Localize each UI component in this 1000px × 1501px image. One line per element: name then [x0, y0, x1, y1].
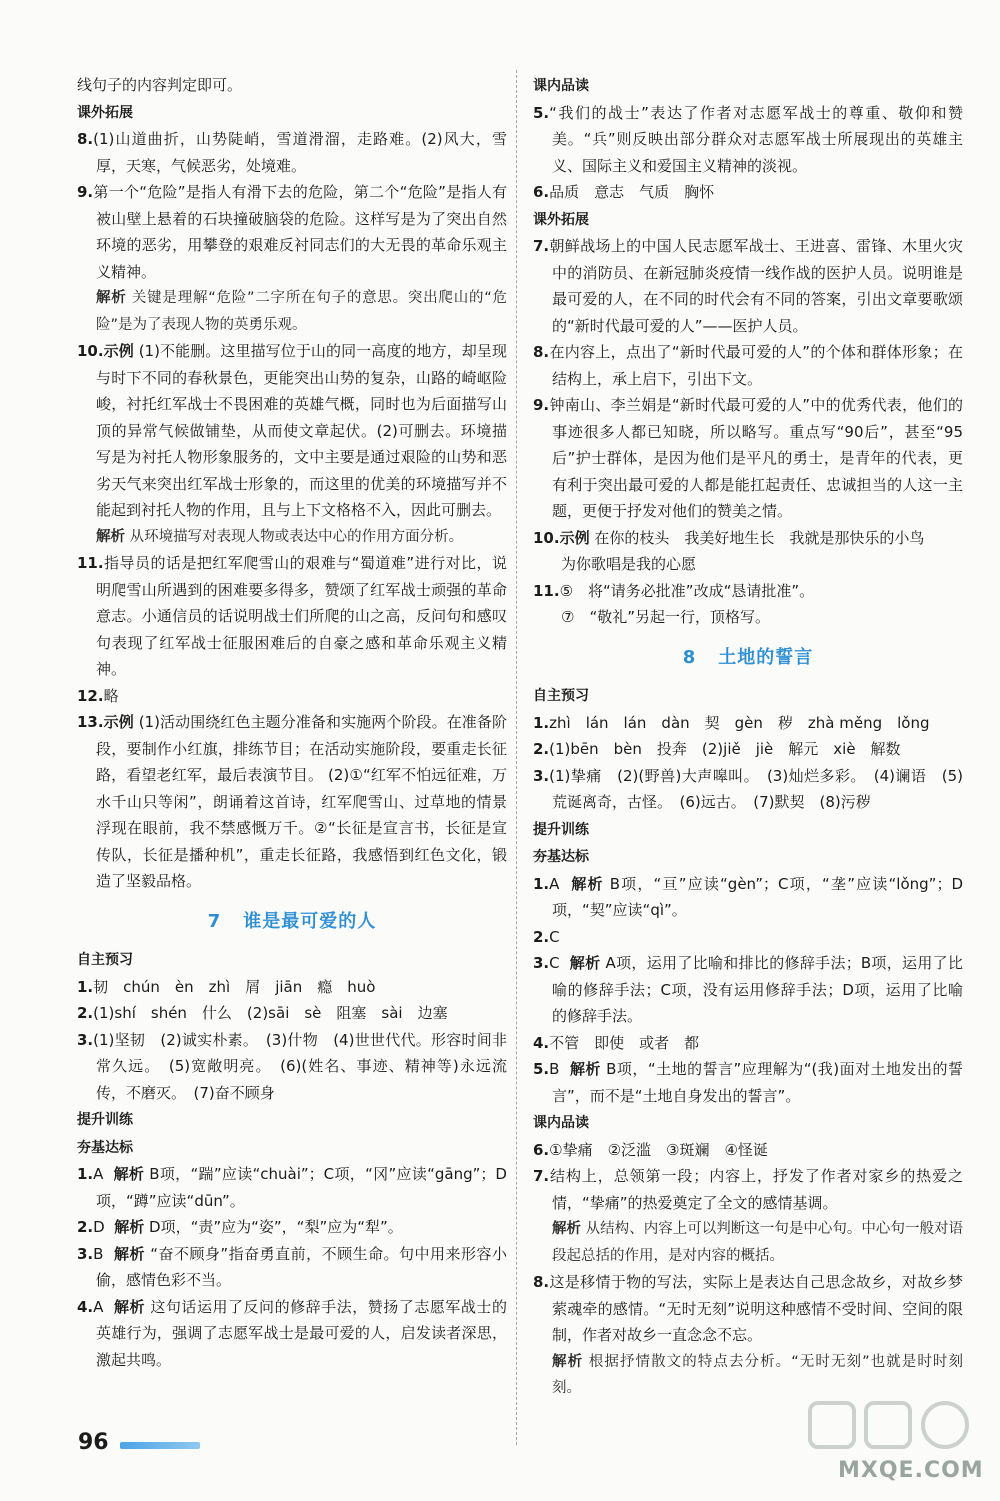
example-label: 示例 [559, 528, 590, 547]
item-text: (1)坚韧 (2)诚实朴素。 (3)什物 (4)世世代代。形容时间非常久远。 (5)宽敞明亮。 (6)(姓名、事迹、精神等)永远流传，不磨灭。 (7)奋不顾身 [93, 1030, 507, 1102]
section-heading: 课内品读 [533, 1115, 589, 1131]
analysis-label: 解析 [113, 1244, 145, 1263]
item-number: 5. [533, 103, 550, 122]
analysis-text: 从结构、内容上可以判断这一句是中心句。中心句一般对语段起总括的作用，是对内容的概括。 [552, 1221, 964, 1264]
item-text: ⑤ 将“请务必批准”改成“恳请批准”。 [559, 581, 815, 600]
item-number: 1. [77, 1165, 94, 1183]
analysis-label: 解析 [113, 1165, 145, 1183]
item-text: B项，“土地的誓言”应理解为“(我)面对土地发出的誓言”，而不是“土地自身发出的誓言”。 [552, 1060, 963, 1105]
section-heading: 课外拓展 [77, 104, 133, 121]
answer-item-13 [77, 709, 507, 895]
item-number: 8. [77, 130, 94, 148]
item-text: 钟南山、李兰娟是“新时代最可爱的人”中的优秀代表，他们的事迹很多人都已知晓，所以略写。重点写“90后”，甚至“95后”护士群体，是因为他们是平凡的勇士，是青年的代表，更有利于突出最可爱的人都是能扛起责任、忠诚担当的人这一主题，更便于抒发对他们的赞美之情。 [549, 396, 963, 520]
item-answer: B [549, 1060, 560, 1078]
analysis-label: 解析 [552, 1353, 584, 1370]
item-text: 这句话运用了反问的修辞手法，赞扬了志愿军战士的英雄行为，强调了志愿军战士是最可爱的人，启发读者深思，激起共鸣。 [96, 1297, 507, 1369]
drill-item-1 [77, 1161, 507, 1214]
item-text: 在你的枝头 我美好地生长 我就是那快乐的小鸟 [594, 528, 925, 547]
item-text: D项，“责”应为“姿”，“梨”应为“犁”。 [149, 1218, 403, 1236]
reading-item-8 [533, 1269, 963, 1349]
continued-line: 线句子的内容判定即可。 [77, 76, 243, 94]
section-heading: 提升训练 [77, 1112, 133, 1128]
item-number: 3. [77, 1244, 94, 1263]
preview-item-2 [77, 1000, 507, 1027]
analysis-note [533, 1349, 963, 1402]
preview-item-1 [533, 710, 963, 737]
item-number: 9. [77, 183, 94, 201]
item-number: 3. [533, 954, 550, 972]
answer-item-11-line2: ⑦ “敬礼”另起一行，顶格写。 [561, 608, 770, 626]
analysis-label: 解析 [569, 954, 601, 972]
drill-item-1 [533, 871, 963, 924]
page-number: 96 [78, 1430, 109, 1455]
item-number: 10. [77, 342, 104, 360]
item-answer: A [93, 1297, 104, 1316]
item-text: zhì lán lán dàn 契 gèn 秽 zhà měng lǒng [549, 713, 930, 732]
answer-item-9 [77, 179, 507, 285]
item-answer: B [93, 1244, 104, 1263]
item-number: 10. [533, 528, 560, 547]
item-number: 9. [533, 396, 550, 414]
analysis-label: 解析 [96, 290, 127, 306]
item-number: 12. [77, 686, 104, 705]
item-text: (1)活动围绕红色主题分准备和实施两个阶段。在准备阶段，要制作小红旗，排练节目；在活动实施阶段，要重走长征路，看望老红军，最后表演节目。 (2)①“红军不怕远征难，万水千山只等闲”，朗诵着这首诗，红军爬雪山、过草地的情景浮现在眼前，我不禁感慨万千。②“长征是宣言书，长征是宣传队，长征是播种机”，重走长征路，我感悟到红色文化，锻造了坚毅品格。 [96, 713, 507, 890]
preview-item-2 [533, 736, 963, 763]
item-text: 朝鲜战场上的中国人民志愿军战士、王进喜、雷锋、木里火灾中的消防员、在新冠肺炎疫情一线作战的医护人员。说明谁是最可爱的人，在不同的时代会有不同的答案，引出文章要歌颂的“新时代最可爱的人”——医护人员。 [549, 237, 963, 335]
item-number: 3. [533, 766, 550, 785]
reading-item-7 [533, 1163, 963, 1216]
analysis-note [77, 285, 507, 338]
column-divider [516, 70, 517, 1445]
item-text: (1)shí shén 什么 (2)sāi sè 阻塞 sài 边塞 [93, 1004, 448, 1022]
right-column [533, 72, 963, 1402]
analysis-text: 从环境描写对表现人物或表达中心的作用方面分析。 [129, 528, 464, 545]
analysis-label: 解析 [569, 1060, 601, 1078]
answer-item-9 [533, 392, 963, 525]
subsection-heading: 夯基达标 [77, 1139, 133, 1156]
answer-item-10 [533, 525, 963, 552]
lesson-title-8 [533, 645, 963, 672]
drill-item-4 [533, 1030, 963, 1057]
example-label: 示例 [103, 713, 134, 731]
drill-item-5 [533, 1056, 963, 1109]
left-column [77, 72, 507, 1373]
drill-item-3 [77, 1241, 507, 1294]
item-number: 7. [533, 237, 550, 255]
item-text: (1)山道曲折，山势陡峭，雪道滑溜，走路难。(2)风大，雪厚，天寒，气候恶劣，处境难。 [93, 130, 507, 175]
section-heading: 自主预习 [77, 952, 133, 968]
item-text: (1)挚痛 (2)(野兽)大声嗥叫。 (3)灿烂多彩。 (4)谰语 (5)荒诞离奇，古怪。 (6)远古。 (7)默契 (8)污秽 [549, 766, 963, 811]
analysis-text: 关键是理解“危险”二字所在句子的意思。突出爬山的“危险”是为了表现人物的英勇乐观。 [96, 290, 507, 333]
drill-item-4 [77, 1294, 507, 1374]
item-text: ①挚痛 ②泛滥 ③斑斓 ④怪诞 [549, 1140, 768, 1159]
item-text: 略 [103, 686, 119, 705]
item-number: 4. [533, 1033, 550, 1052]
item-number: 3. [77, 1030, 94, 1049]
item-text: 韧 chún èn zhì 屑 jiān 瘾 huò [93, 977, 376, 996]
analysis-note [77, 524, 507, 551]
item-number: 2. [77, 1004, 94, 1022]
item-number: 6. [533, 183, 550, 201]
item-number: 2. [533, 740, 550, 758]
preview-item-3 [77, 1027, 507, 1107]
lesson-number: 8 [682, 646, 697, 668]
item-number: 1. [533, 713, 550, 732]
answer-item-6 [533, 179, 963, 206]
preview-item-3 [533, 763, 963, 816]
item-text: 指导员的话是把红军爬雪山的艰难与“蜀道难”进行对比，说明爬雪山所遇到的困难要多得多，赞颂了红军战士顽强的革命意志。小通信员的话说明战士们所爬的山之高，反问句和感叹句表现了红军战士征服困难后的自豪之感和革命乐观主义精神。 [96, 554, 507, 678]
item-text: 不管 即使 或者 都 [549, 1033, 700, 1052]
item-text: 品质 意志 气质 胸怀 [549, 183, 715, 201]
drill-item-2 [77, 1214, 507, 1241]
item-number: 4. [77, 1297, 94, 1316]
answer-item-8 [533, 339, 963, 392]
watermark-text: MXQE.COM [838, 1458, 984, 1483]
item-number: 1. [533, 874, 550, 893]
item-number: 8. [533, 343, 550, 361]
lesson-name: 土地的誓言 [718, 646, 814, 668]
item-text: 这是移情于物的写法，实际上是表达自己思念故乡，对故乡梦萦魂牵的感情。“无时无刻”说明这种感情不受时间、空间的限制，作者对故乡一直念念不忘。 [549, 1273, 963, 1344]
lesson-title-7 [77, 909, 507, 936]
item-answer: D [93, 1218, 105, 1236]
item-text: (1)不能删。这里描写位于山的同一高度的地方，却呈现与时下不同的春秋景色，更能突出山势的复杂，山路的崎岖险峻，衬托红军战士不畏困难的英雄气概，同时也为后面描写山顶的异常气候做铺垫，从而使文章起伏。(2)可删去。环境描写是为衬托人物形象服务的，文中主要是通过艰险的山势和恶劣天气来突出红军战士形象的，而这里的优美的环境描写并不能起到衬托人物的作用，且与上下文格格不入，因此可删去。 [96, 342, 507, 519]
section-heading: 课外拓展 [533, 211, 589, 228]
item-text: (1)bēn bèn 投奔 (2)jiě jiè 解元 xiè 解数 [549, 740, 901, 758]
item-number: 2. [77, 1218, 94, 1236]
answer-item-10 [77, 338, 507, 524]
item-number: 11. [77, 554, 104, 572]
answer-item-12 [77, 683, 507, 710]
section-heading: 课内品读 [533, 78, 589, 94]
drill-item-2 [533, 924, 963, 951]
answer-item-8 [77, 126, 507, 179]
item-answer: C [549, 954, 560, 972]
item-number: 5. [533, 1060, 550, 1078]
reading-item-6 [533, 1137, 963, 1164]
answer-item-7 [533, 233, 963, 339]
item-number: 7. [533, 1167, 550, 1185]
answer-item-10-line2: 为你歌唱是我的心愿 [561, 555, 697, 573]
item-text: 在内容上，点出了“新时代最可爱的人”的个体和群体形象；在结构上，承上启下，引出下文。 [549, 343, 963, 388]
item-number: 6. [533, 1140, 550, 1159]
analysis-label: 解析 [96, 528, 125, 545]
item-number: 8. [533, 1273, 550, 1291]
item-text: B项，“踹”应读“chuài”；C项，“冈”应读“gāng”；D项，“蹲”应读“dūn”。 [96, 1165, 507, 1210]
item-text: 结构上，总领第一段；内容上，抒发了作者对家乡的热爱之情，“挚痛”的热爱奠定了全文的感情基调。 [549, 1167, 963, 1212]
analysis-label: 解析 [114, 1297, 146, 1316]
answer-item-11 [77, 550, 507, 683]
section-heading: 提升训练 [533, 821, 589, 838]
item-text: “奋不顾身”指奋勇直前，不顾生命。句中用来形容小偷，感情色彩不当。 [96, 1244, 507, 1289]
item-number: 11. [533, 581, 560, 600]
item-number: 2. [533, 927, 550, 946]
item-number: 1. [77, 977, 94, 996]
example-label: 示例 [103, 342, 134, 360]
lesson-number: 7 [207, 910, 222, 932]
analysis-label: 解析 [552, 1221, 582, 1237]
page-decoration-bar [120, 1442, 200, 1449]
answer-item-5 [533, 100, 963, 180]
item-number: 13. [77, 713, 104, 731]
item-text: A项，运用了比喻和排比的修辞手法；B项，运用了比喻的修辞手法；C项，没有运用修辞手法；D项，运用了比喻的修辞手法。 [552, 954, 963, 1025]
lesson-name: 谁是最可爱的人 [243, 910, 377, 932]
drill-item-3 [533, 950, 963, 1030]
preview-item-1 [77, 974, 507, 1001]
item-text: B项，“亘”应读“gèn”；C项，“垄”应读“lǒng”；D项，“契”应读“qì”。 [552, 874, 963, 919]
analysis-note [533, 1216, 963, 1269]
item-text: 第一个“危险”是指人有滑下去的危险，第二个“危险”是指人有被山壁上悬着的石块撞破脑袋的危险。这样写是为了突出自然环境的恶劣，用攀登的艰难反衬同志们的大无畏的革命乐观主义精神。 [93, 183, 507, 281]
item-answer: A [549, 874, 560, 893]
analysis-text: 根据抒情散文的特点去分析。“无时无刻”也就是时时刻刻。 [552, 1353, 964, 1396]
item-text: “我们的战士”表达了作者对志愿军战士的尊重、敬仰和赞美。“兵”则反映出部分群众对志愿军战士所展现出的英雄主义、国际主义和爱国主义精神的淡视。 [549, 103, 963, 175]
item-answer: C [549, 927, 560, 946]
subsection-heading: 夯基达标 [533, 849, 589, 865]
answer-item-11 [533, 578, 963, 605]
item-answer: A [93, 1165, 104, 1183]
analysis-label: 解析 [571, 874, 604, 893]
section-heading: 自主预习 [533, 688, 589, 704]
analysis-label: 解析 [114, 1218, 145, 1236]
